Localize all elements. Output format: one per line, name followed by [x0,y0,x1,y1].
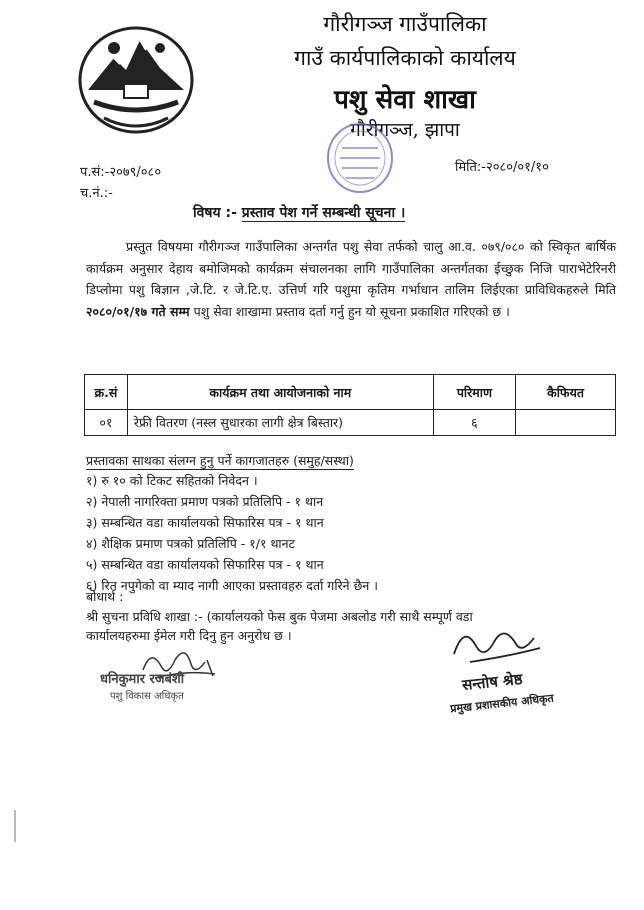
dispatch-number: च.नं.:- [80,186,113,201]
reference-number: प.सं:-२०७९/०८० [80,165,162,180]
right-signatory-name: सन्तोष श्रेष्ठ [461,669,524,695]
scan-edge-mark [14,810,16,842]
header-section: पशु सेवा शाखा [334,85,476,115]
col-quantity-header: परिमाण [433,375,515,410]
col-serial-header: क्र.सं [85,375,128,410]
list-item: ५) सम्बन्धित वडा कार्यालयको सिफारिस पत्र - १ थान [86,557,324,572]
left-signatory-title: पशु विकास अधिकृत [110,691,184,702]
col-remarks-header: कैफियत [516,375,616,410]
cc-title: बोधार्थ : [86,589,124,604]
col-program-header: कार्यक्रम तथा आयोजनाको नाम [127,375,433,410]
list-item: १) रु १० को टिकट सहितको निवेदन । [86,473,258,488]
deadline-date: २०८०/०१/१७ गते सम्म [86,303,190,319]
body-text-a: प्रस्तुत विषयमा गौरीगञ्ज गाउँपालिका अन्तर्गत पशु सेवा तर्फको चालु आ.व. ०७९/०८० को स्विकृत बार्षिक कार्यक्रम अनुसार देहाय बमोजिमको कार्यक्रम संचालनका लागि गाउँपालिका अन्तर्गतका ईच्छुक निजि पाराभेटेरिनरी डिप्लोमा पशु बिज्ञान ,जे.टि. र जे.टि.ए. उत्तिर्ण गरि पशुमा कृतिम गर्भाधान तालिम लिईएका प्राविधिकहरुले मिति [86,239,616,297]
table-header-row [85,375,616,410]
nepal-emblem-icon [74,18,198,138]
subject-text: प्रस्ताव पेश गर्ने सम्बन्धी सूचना । [241,205,406,221]
right-signatory-title: प्रमुख प्रशासकीय अधिकृत [449,691,555,716]
requirements-list [86,470,378,596]
header-municipality: गौरीगञ्ज गाउँपालिका [323,12,487,36]
row-remarks [516,410,616,436]
body-text-b: पशु सेवा शाखामा प्रस्ताव दर्ता गर्नु हुन यो सूचना प्रकाशित गरिएको छ । [193,303,510,319]
row-program: रेफ्री वितरण (नस्ल सुधारका लागी क्षेत्र बिस्तार) [127,410,433,436]
program-table [84,374,616,436]
header-location: गौरीगञ्ज, झापा [350,119,460,141]
row-serial: ०१ [85,410,128,436]
left-signatory-name: धनिकुमार रजबंशी [100,672,185,687]
cc-line-1: श्री सुचना प्रविधि शाखा :- (कार्यालयको फेस बुक पेजमा अबलोड गरी साथै सम्पूर्ण वडा [86,609,473,624]
header-office: गाउँ कार्यपालिकाको कार्यालय [294,46,516,70]
list-item: ३) सम्बन्धित वडा कार्यालयको सिफारिस पत्र - १ थान [86,515,324,530]
requirements-title: प्रस्तावका साथका संलग्न हुनु पर्ने कागजातहरु (समुह/सस्था) [86,453,354,468]
right-signature-icon [440,618,570,678]
body-paragraph [86,236,616,322]
list-item: ४) शैक्षिक प्रमाण पत्रको प्रतिलिपि - १/१ थानट [86,536,295,551]
subject-line [193,203,405,222]
table-row [85,410,616,436]
notice-date: मिति:-२०८०/०१/१० [455,160,549,175]
subject-prefix: विषय :- [193,205,237,221]
list-item: २) नेपाली नागरिक्ता प्रमाण पत्रको प्रतिलिपि - १ थान [86,494,324,509]
list-item: ६) रित नपुगेको वा म्याद नागी आएका प्रस्तावहरु दर्ता गरिने छैन । [86,578,378,593]
office-stamp-icon [300,118,420,198]
row-quantity: ६ [433,410,515,436]
cc-line-2: कार्यालयहरुमा ईमेल गरी दिनु हुन अनुरोध छ । [86,628,292,643]
